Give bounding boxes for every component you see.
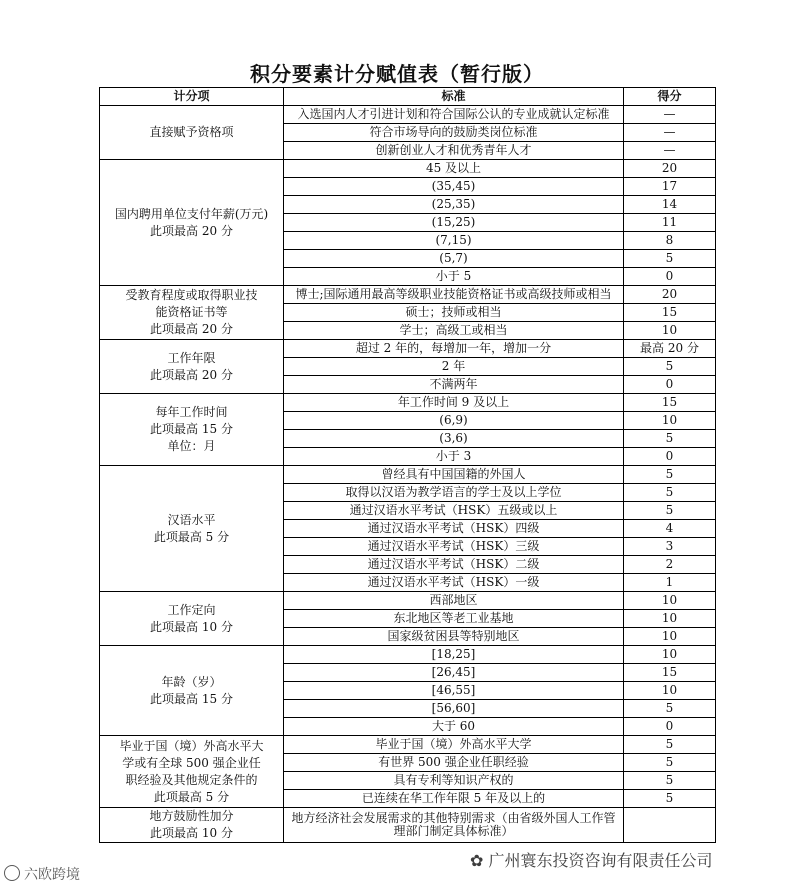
score-cell: [624, 808, 716, 843]
header-standard: 标准: [284, 88, 624, 106]
score-cell: 5: [624, 502, 716, 520]
criterion-cell: 已连续在华工作年限 5 年及以上的: [284, 790, 624, 808]
criterion-cell: 2 年: [284, 358, 624, 376]
criterion-cell: (6,9): [284, 412, 624, 430]
table-header-row: [100, 88, 716, 106]
score-cell: 5: [624, 358, 716, 376]
category-line: 能资格证书等: [155, 305, 228, 319]
watermark-right-text: 广州寰东投资咨询有限责任公司: [488, 851, 713, 870]
score-cell: 1: [624, 574, 716, 592]
score-cell: 10: [624, 610, 716, 628]
score-cell: 10: [624, 322, 716, 340]
score-cell: 5: [624, 484, 716, 502]
category-line: 年龄（岁）: [161, 674, 222, 689]
category-line: 学或有全球 500 强企业任: [122, 755, 261, 770]
criterion-cell: 大于 60: [284, 718, 624, 736]
table-row: [100, 592, 716, 610]
criterion-cell: 曾经具有中国国籍的外国人: [284, 466, 624, 484]
table-row: [100, 646, 716, 664]
category-line: 此项最高 15 分: [150, 691, 233, 706]
category-cell: [100, 394, 284, 466]
score-cell: 20: [624, 286, 716, 304]
criterion-cell: 通过汉语水平考试（HSK）三级: [284, 538, 624, 556]
score-cell: 20: [624, 160, 716, 178]
score-cell: 8: [624, 232, 716, 250]
table-row: [100, 808, 716, 843]
score-cell: 0: [624, 268, 716, 286]
criterion-cell: 通过汉语水平考试（HSK）五级或以上: [284, 502, 624, 520]
criterion-cell: 年工作时间 9 及以上: [284, 394, 624, 412]
category-line: 每年工作时间: [155, 405, 228, 419]
category-line: 此项最高 10 分: [150, 619, 233, 634]
category-line: 单位：月: [167, 439, 216, 453]
criterion-cell: 东北地区等老工业基地: [284, 610, 624, 628]
criterion-cell: 博士;国际通用最高等级职业技能资格证书或高级技师或相当: [284, 286, 624, 304]
table-row: [100, 466, 716, 484]
category-line: 此项最高 20 分: [150, 367, 233, 382]
criterion-cell: 超过 2 年的，每增加一年，增加一分: [284, 340, 624, 358]
criterion-cell: 学士；高级工或相当: [284, 322, 624, 340]
score-cell: 3: [624, 538, 716, 556]
score-cell: 11: [624, 214, 716, 232]
criterion-cell: 45 及以上: [284, 160, 624, 178]
header-score: 得分: [624, 88, 716, 106]
watermark-logo-icon: [4, 865, 20, 881]
category-cell: [100, 160, 284, 286]
criterion-cell: 硕士；技师或相当: [284, 304, 624, 322]
score-cell: 0: [624, 718, 716, 736]
category-line: 工作年限: [167, 350, 216, 365]
criterion-cell: 不满两年: [284, 376, 624, 394]
table-row: [100, 736, 716, 754]
criterion-cell: [46,55]: [284, 682, 624, 700]
score-cell: 15: [624, 304, 716, 322]
score-cell: —: [624, 142, 716, 160]
score-cell: 10: [624, 412, 716, 430]
score-cell: 5: [624, 430, 716, 448]
score-cell: 5: [624, 700, 716, 718]
score-cell: 最高 20 分: [624, 340, 716, 358]
criterion-cell: 通过汉语水平考试（HSK）四级: [284, 520, 624, 538]
category-line: 职经验及其他规定条件的: [125, 772, 258, 787]
category-line: 此项最高 20 分: [150, 322, 233, 336]
score-cell: 0: [624, 376, 716, 394]
criterion-cell: 小于 5: [284, 268, 624, 286]
criterion-cell: 入选国内人才引进计划和符合国际公认的专业成就认定标准: [284, 106, 624, 124]
criterion-cell: [26,45]: [284, 664, 624, 682]
category-line: 地方鼓励性加分: [149, 809, 234, 823]
category-line: 此项最高 15 分: [150, 422, 233, 436]
category-line: 此项最高 10 分: [150, 826, 233, 840]
criterion-cell: 取得以汉语为教学语言的学士及以上学位: [284, 484, 624, 502]
criterion-cell: (35,45): [284, 178, 624, 196]
watermark-left-text: 六欧跨境: [24, 867, 80, 883]
page-title: 积分要素计分赋值表（暂行版）: [250, 62, 544, 86]
criterion-cell: (7,15): [284, 232, 624, 250]
criterion-cell: 符合市场导向的鼓励类岗位标准: [284, 124, 624, 142]
score-cell: 5: [624, 790, 716, 808]
score-cell: 4: [624, 520, 716, 538]
category-cell: [100, 106, 284, 160]
category-line: 工作定向: [167, 602, 216, 617]
table-body: [100, 106, 716, 843]
criterion-cell: 小于 3: [284, 448, 624, 466]
category-cell: [100, 340, 284, 394]
criterion-cell: 具有专利等知识产权的: [284, 772, 624, 790]
score-cell: 10: [624, 646, 716, 664]
table-row: [100, 394, 716, 412]
score-cell: 15: [624, 664, 716, 682]
score-cell: 17: [624, 178, 716, 196]
category-cell: [100, 646, 284, 736]
category-line: 国内聘用单位支付年薪(万元): [114, 206, 269, 221]
watermark-right: [470, 848, 713, 871]
category-cell: [100, 592, 284, 646]
table-row: [100, 160, 716, 178]
criterion-cell: (25,35): [284, 196, 624, 214]
category-line: 受教育程度或取得职业技: [125, 288, 258, 302]
criterion-cell: 西部地区: [284, 592, 624, 610]
criterion-cell: (15,25): [284, 214, 624, 232]
category-line: 此项最高 5 分: [153, 789, 230, 804]
category-line: 此项最高 5 分: [153, 529, 230, 544]
category-cell: [100, 808, 284, 843]
criterion-cell: 毕业于国（境）外高水平大学: [284, 736, 624, 754]
score-cell: 5: [624, 466, 716, 484]
header-item: 计分项: [100, 88, 284, 106]
score-cell: 0: [624, 448, 716, 466]
category-cell: [100, 736, 284, 808]
criterion-cell: [18,25]: [284, 646, 624, 664]
score-cell: —: [624, 106, 716, 124]
criterion-cell: 通过汉语水平考试（HSK）一级: [284, 574, 624, 592]
category-cell: [100, 466, 284, 592]
criterion-cell: 地方经济社会发展需求的其他特别需求（由省级外国人工作管理部门制定具体标准）: [284, 808, 624, 843]
category-line: 毕业于国（境）外高水平大: [119, 738, 264, 753]
score-cell: 5: [624, 754, 716, 772]
category-line: 此项最高 20 分: [150, 223, 233, 238]
score-cell: 5: [624, 250, 716, 268]
criterion-cell: 有世界 500 强企业任职经验: [284, 754, 624, 772]
score-cell: 15: [624, 394, 716, 412]
score-cell: 5: [624, 772, 716, 790]
score-cell: 10: [624, 682, 716, 700]
score-cell: 5: [624, 736, 716, 754]
score-cell: 14: [624, 196, 716, 214]
category-line: 汉语水平: [167, 512, 216, 527]
score-cell: 10: [624, 592, 716, 610]
table-row: [100, 106, 716, 124]
criterion-cell: 通过汉语水平考试（HSK）二级: [284, 556, 624, 574]
wechat-logo-icon: ✿: [470, 851, 484, 870]
score-table: [99, 87, 716, 843]
category-cell: [100, 286, 284, 340]
category-line: 直接赋予资格项: [149, 125, 234, 139]
table-row: [100, 340, 716, 358]
table-row: [100, 286, 716, 304]
criterion-cell: [56,60]: [284, 700, 624, 718]
criterion-cell: 国家级贫困县等特别地区: [284, 628, 624, 646]
score-cell: —: [624, 124, 716, 142]
criterion-cell: (3,6): [284, 430, 624, 448]
criterion-cell: 创新创业人才和优秀青年人才: [284, 142, 624, 160]
watermark-left: [4, 864, 80, 884]
criterion-cell: (5,7): [284, 250, 624, 268]
score-cell: 2: [624, 556, 716, 574]
score-cell: 10: [624, 628, 716, 646]
